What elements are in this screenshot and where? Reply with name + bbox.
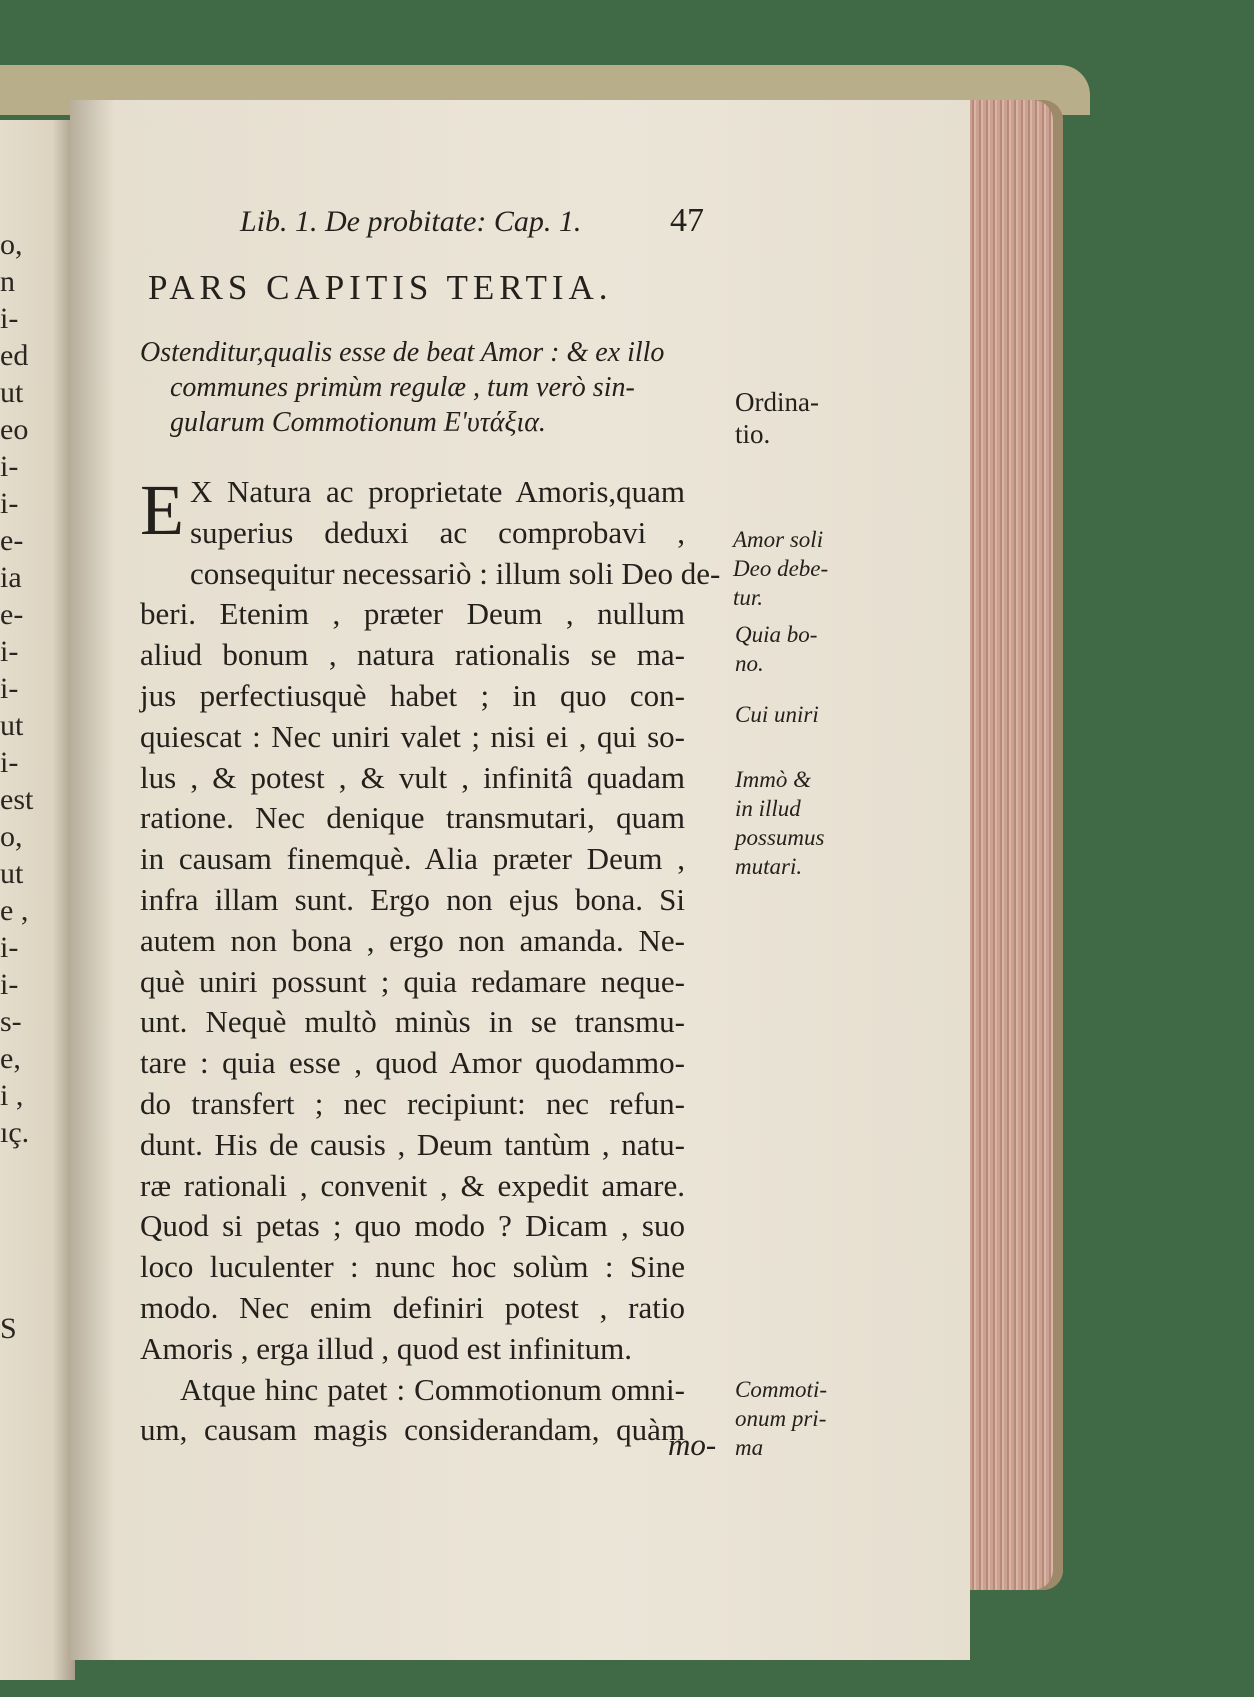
body-line: aliud bonum , natura rationalis se ma- xyxy=(140,637,685,673)
body-line: autem non bona , ergo non amanda. Ne- xyxy=(140,922,685,958)
left-fragment: i- xyxy=(0,931,19,964)
left-fragment: i- xyxy=(0,487,19,520)
left-fragment: i- xyxy=(0,302,19,335)
chapter-summary xyxy=(140,335,664,440)
margin-note-line: mutari. xyxy=(735,854,803,879)
summary-line: gularum Commotionum Ε'υτάξια. xyxy=(170,407,546,438)
body-line: unt. Nequè multò minùs in se transmu- xyxy=(140,1004,685,1040)
body-line: Atque hinc patet : Commotionum omni- xyxy=(180,1371,685,1407)
margin-note-line: Ordina- xyxy=(735,387,819,417)
left-fragment: e, xyxy=(0,1042,21,1075)
margin-note-line: no. xyxy=(735,651,764,676)
margin-note-line: Cui uniri xyxy=(735,702,819,727)
left-fragment: est xyxy=(0,783,34,816)
body-line: beri. Etenim , præter Deum , nullum xyxy=(140,596,685,632)
summary-line: communes primùm regulæ , tum verò sin- xyxy=(170,372,635,403)
margin-note-line: Deo debe- xyxy=(733,556,829,581)
left-fragment: e , xyxy=(0,894,29,927)
body-line: superius deduxi ac comprobavi , xyxy=(189,514,685,550)
body-line: jus perfectiusquè habet ; in quo con- xyxy=(140,677,685,713)
body-line: ræ rationali , convenit , & expedit amare. xyxy=(140,1167,685,1203)
left-fragment: ut xyxy=(0,376,24,409)
margin-note-line: tur. xyxy=(733,585,764,610)
page-fore-edge xyxy=(955,100,1063,1590)
body-line: do transfert ; nec recipiunt: nec refun- xyxy=(140,1085,685,1121)
left-fragment: i- xyxy=(0,672,19,705)
body-line: què uniri possunt ; quia redamare neque- xyxy=(140,963,685,999)
left-fragment: n xyxy=(0,265,15,298)
drop-cap: E xyxy=(140,470,184,550)
running-head: Lib. 1. De probitate: Cap. 1. xyxy=(240,205,582,238)
margin-note-quia-bono xyxy=(735,620,817,678)
summary-line: Ostenditur,qualis esse de beat Amor : & ex illo xyxy=(140,337,665,368)
left-fragment: e- xyxy=(0,524,24,557)
body-line: ratione. Nec denique transmutari, quam xyxy=(140,800,685,836)
left-fragment: i- xyxy=(0,968,19,1001)
body-line: infra illam sunt. Ergo non ejus bona. Si xyxy=(140,881,685,917)
margin-note-line: Amor soli xyxy=(733,527,824,552)
body-line: lus , & potest , & vult , infinitâ quadam xyxy=(140,759,685,795)
margin-note-line: Immò & xyxy=(735,767,812,792)
section-title: PARS CAPITIS TERTIA. xyxy=(148,268,613,307)
body-line: modo. Nec enim definiri potest , ratio xyxy=(140,1289,685,1325)
body-line: tare : quia esse , quod Amor quodammo- xyxy=(140,1045,685,1081)
left-fragment: ut xyxy=(0,857,24,890)
margin-note-line: onum pri- xyxy=(735,1406,827,1431)
margin-note-line: Quia bo- xyxy=(735,622,818,647)
margin-note-cui-uniri xyxy=(735,700,819,729)
body-line: Amoris , erga illud , quod est infinitum. xyxy=(140,1330,632,1366)
left-fragment: e- xyxy=(0,598,24,631)
margin-note-amor-soli xyxy=(733,525,828,612)
margin-note-line: possumus xyxy=(735,825,825,850)
catchword: mo- xyxy=(668,1427,717,1462)
body-line: consequitur necessariò : illum soli Deo de- xyxy=(189,555,721,591)
left-fragment: i , xyxy=(0,1079,24,1112)
margin-note-line: tio. xyxy=(735,419,771,449)
body-text xyxy=(140,470,721,1451)
left-fragment: ed xyxy=(0,339,29,372)
margin-note-line: in illud xyxy=(735,796,801,821)
body-line: um, causam magis considerandam, quàm xyxy=(140,1412,685,1448)
margin-note-line: ma xyxy=(735,1435,764,1460)
left-fragment: s- xyxy=(0,1005,22,1038)
left-fragment: ıç. xyxy=(0,1116,30,1149)
left-fragment: i- xyxy=(0,635,19,668)
body-line: X Natura ac proprietate Amoris,quam xyxy=(189,474,685,509)
body-line: dunt. His de causis , Deum tantùm , natu- xyxy=(140,1126,685,1162)
left-fragment: ut xyxy=(0,709,24,742)
left-fragment: S xyxy=(0,1312,17,1345)
body-line: Quod si petas ; quo modo ? Dicam , suo xyxy=(140,1208,685,1244)
body-line: quiescat : Nec uniri valet ; nisi ei , qui so- xyxy=(140,718,685,754)
body-line: in causam finemquè. Alia præter Deum , xyxy=(140,841,685,877)
page-number: 47 xyxy=(670,202,704,239)
body-line: loco luculenter : nunc hoc solùm : Sine xyxy=(140,1249,685,1285)
margin-note-line: Commoti- xyxy=(735,1377,827,1402)
left-fragment: eo xyxy=(0,413,29,446)
left-fragment: o, xyxy=(0,228,23,261)
margin-note-immo xyxy=(735,765,824,881)
left-fragment: ia xyxy=(0,561,22,594)
margin-note-commotionum xyxy=(735,1375,827,1462)
left-fragment: o, xyxy=(0,820,23,853)
margin-note-ordinatio xyxy=(735,386,819,450)
left-fragment: i- xyxy=(0,450,19,483)
left-fragment: i- xyxy=(0,746,19,779)
